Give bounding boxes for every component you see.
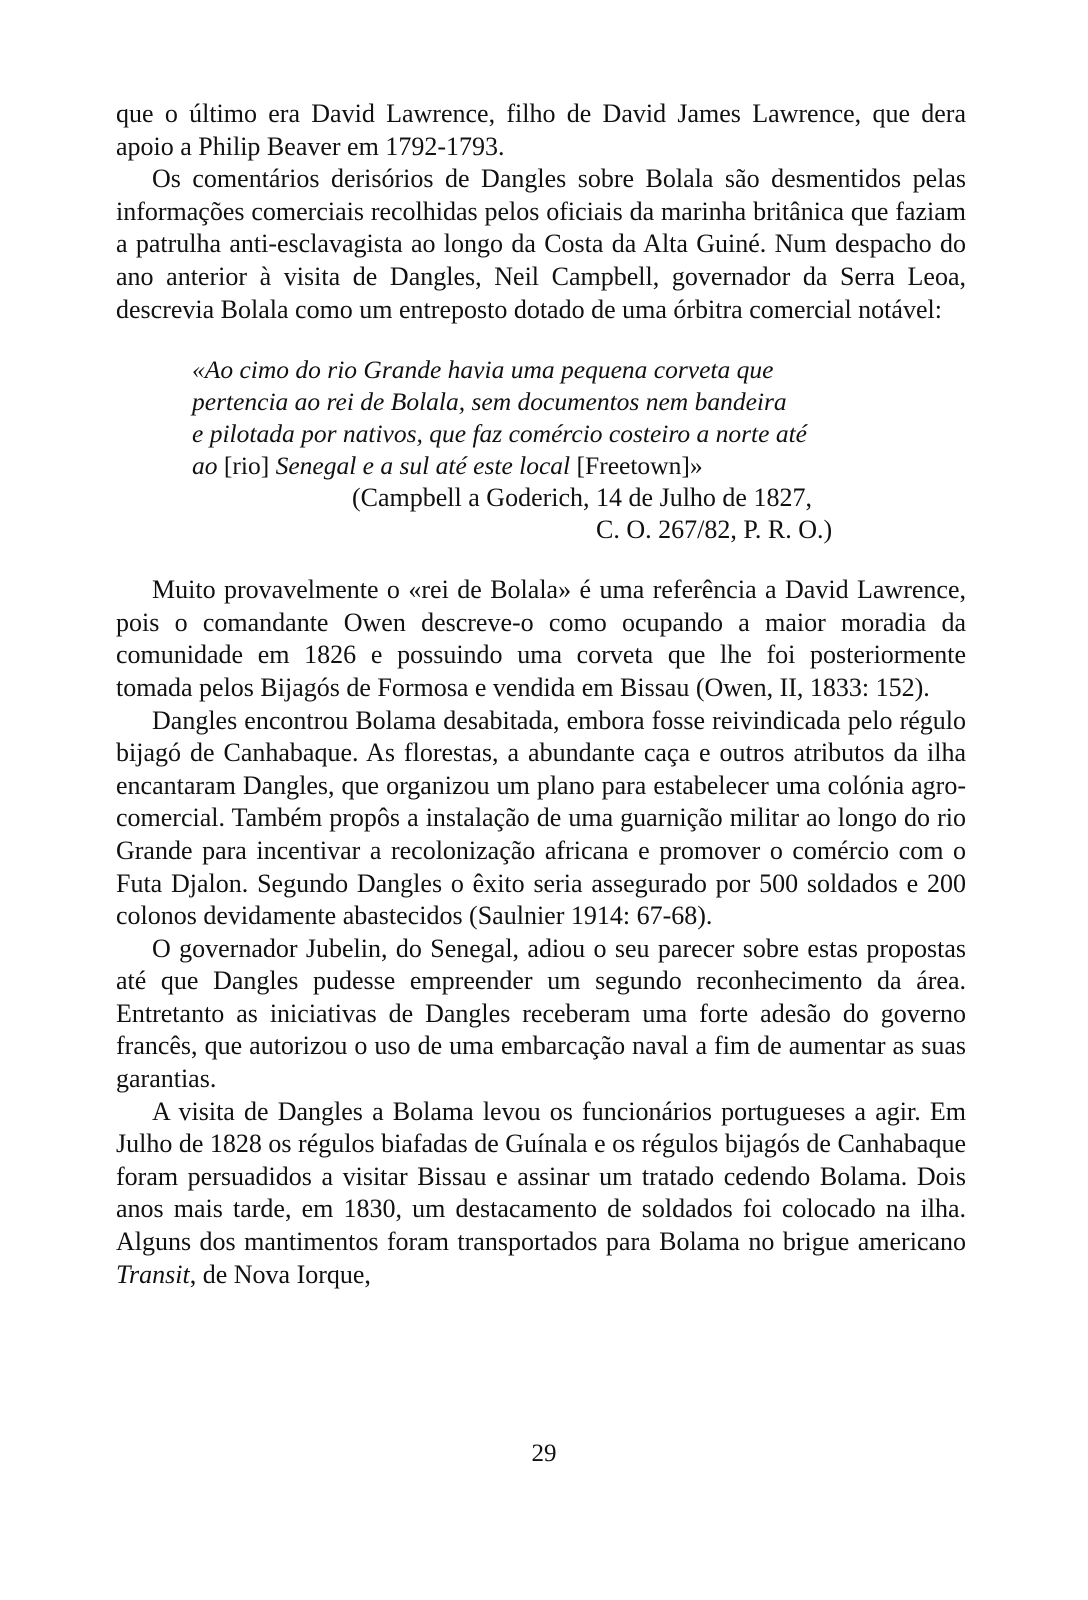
quote-line: «Ao cimo do rio Grande havia uma pequena corveta que [192,355,774,385]
ship-name: Transit [116,1259,190,1289]
paragraph: Os comentários derisórios de Dangles sobre Bolala são desmentidos pelas informações comerciais recolhidas pelos oficiais da marinha britânica que faziam a patrulha anti-esclavagista ao longo da Costa da Alta Guiné. Num despacho do ano anterior à visita de Dangles, Neil Campbell, governador da Serra Leoa, descrevia Bolala como um entreposto dotado de uma órbitra comercial notável: [116,164,966,324]
quote-line: pertencia ao rei de Bolala, sem documentos nem bandeira [192,387,787,417]
quote-fragment: Senegal e a sul até este local [275,451,571,481]
quote-citation [116,482,966,546]
paragraph: Muito provavelmente o «rei de Bolala» é uma referência a David Lawrence, pois o comandante Owen descreve-o como ocupando a maior moradia da comunidade em 1826 e possuindo uma corveta que lhe foi posteriormente tomada pelos Bijagós de Formosa e vendida em Bissau (Owen, II, 1833: 152). [116,575,966,702]
quote-fragment: ao [192,451,218,481]
quote-line: e pilotada por nativos, que faz comércio costeiro a norte até [192,419,807,449]
paragraph-text: A visita de Dangles a Bolama levou os funcionários portugueses a agir. Em Julho de 1828 os régulos biafadas de Guínala e os régulos bijagós de Canhabaque foram persuadidos a visitar Bissau e assinar um tratado cedendo Bolama. Dois anos mais tarde, em 1830, um destacamento de soldados foi colocado na ilha. Alguns dos mantimentos foram transportados para Bolama no brigue americano [116,1096,966,1257]
citation-line: (Campbell a Goderich, 14 de Julho de 1827, [352,483,812,513]
paragraph-text: , de Nova Iorque, [189,1259,371,1289]
paragraph: O governador Jubelin, do Senegal, adiou o seu parecer sobre estas propostas até que Dangles pudesse empreender um segundo reconhecimento da área. Entretanto as iniciativas de Dangles receberam uma forte adesão do governo francês, que autorizou o uso de uma embarcação naval a fim de aumentar as suas garantias. [116,933,966,1094]
editorial-insert: [Freetown]» [576,451,703,481]
editorial-insert: [rio] [223,451,270,481]
block-quote [116,354,966,482]
body-text [116,98,966,1291]
paragraph [116,1096,966,1292]
citation-line: C. O. 267/82, P. R. O.) [596,515,833,545]
quote-line [192,450,906,482]
page-number: 29 [531,1440,557,1467]
paragraph: Dangles encontrou Bolama desabitada, embora fosse reivindicada pelo régulo bijagó de Canhabaque. As florestas, a abundante caça e outros atributos da ilha encantaram Dangles, que organizou um plano para estabelecer uma colónia agro-comercial. Também propôs a instalação de uma guarnição militar ao longo do rio Grande para incentivar a recolonização africana e promover o comércio com o Futa Djalon. Segundo Dangles o êxito seria assegurado por 500 soldados e 200 colonos devidamente abastecidos (Saulnier 1914: 67-68). [116,705,966,931]
paragraph-continuation: que o último era David Lawrence, filho de David James Lawrence, que dera apoio a Philip Beaver em 1792-1793. [116,99,966,161]
